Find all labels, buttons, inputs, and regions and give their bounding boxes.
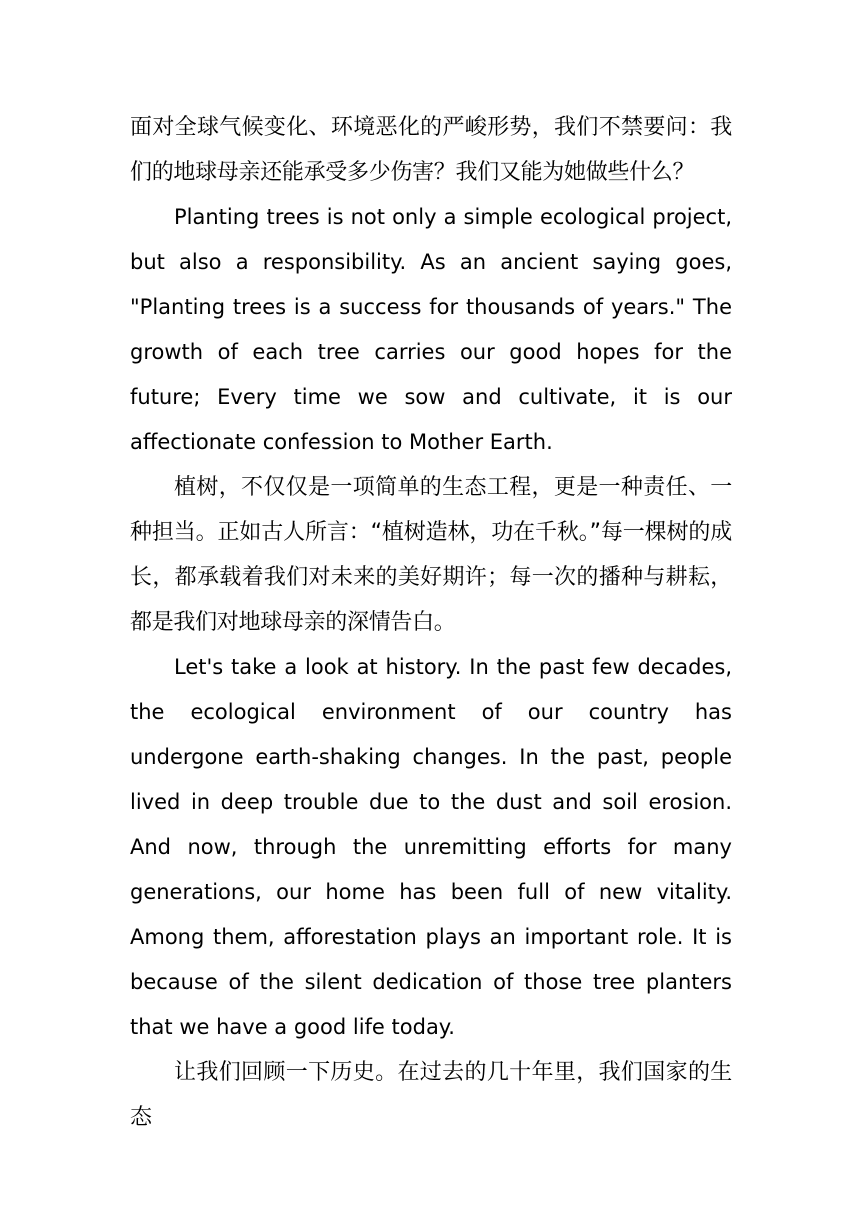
- document-body: [130, 105, 732, 1140]
- paragraph-4-en: Let's take a look at history. In the past few decades, the ecological environment of our country has undergone earth-shaking changes. In the past, people lived in deep trouble due to the dust and soil erosion. And now, through the unremitting efforts for many generations, our home has been full of new vitality. Among them, afforestation plays an important role. It is because of the silent dedication of those tree planters that we have a good life today.: [130, 655, 732, 1039]
- paragraph-5-zh: 让我们回顾一下历史。在过去的几十年里，我们国家的生态: [130, 1060, 732, 1130]
- paragraph-1-zh: 面对全球气候变化、环境恶化的严峻形势，我们不禁要问：我们的地球母亲还能承受多少伤害？我们又能为她做些什么？: [130, 115, 732, 185]
- paragraph-2-en: Planting trees is not only a simple ecological project, but also a responsibility. As an ancient saying goes, "Planting trees is a success for thousands of years." The growth of each tree carries our good hopes for the future; Every time we sow and cultivate, it is our affectionate confession to Mother Earth.: [130, 205, 732, 454]
- paragraph-3-zh: 植树，不仅仅是一项简单的生态工程，更是一种责任、一种担当。正如古人所言：“植树造林，功在千秋。”每一棵树的成长，都承载着我们对未来的美好期许；每一次的播种与耕耘，都是我们对地球母亲的深情告白。: [130, 475, 732, 635]
